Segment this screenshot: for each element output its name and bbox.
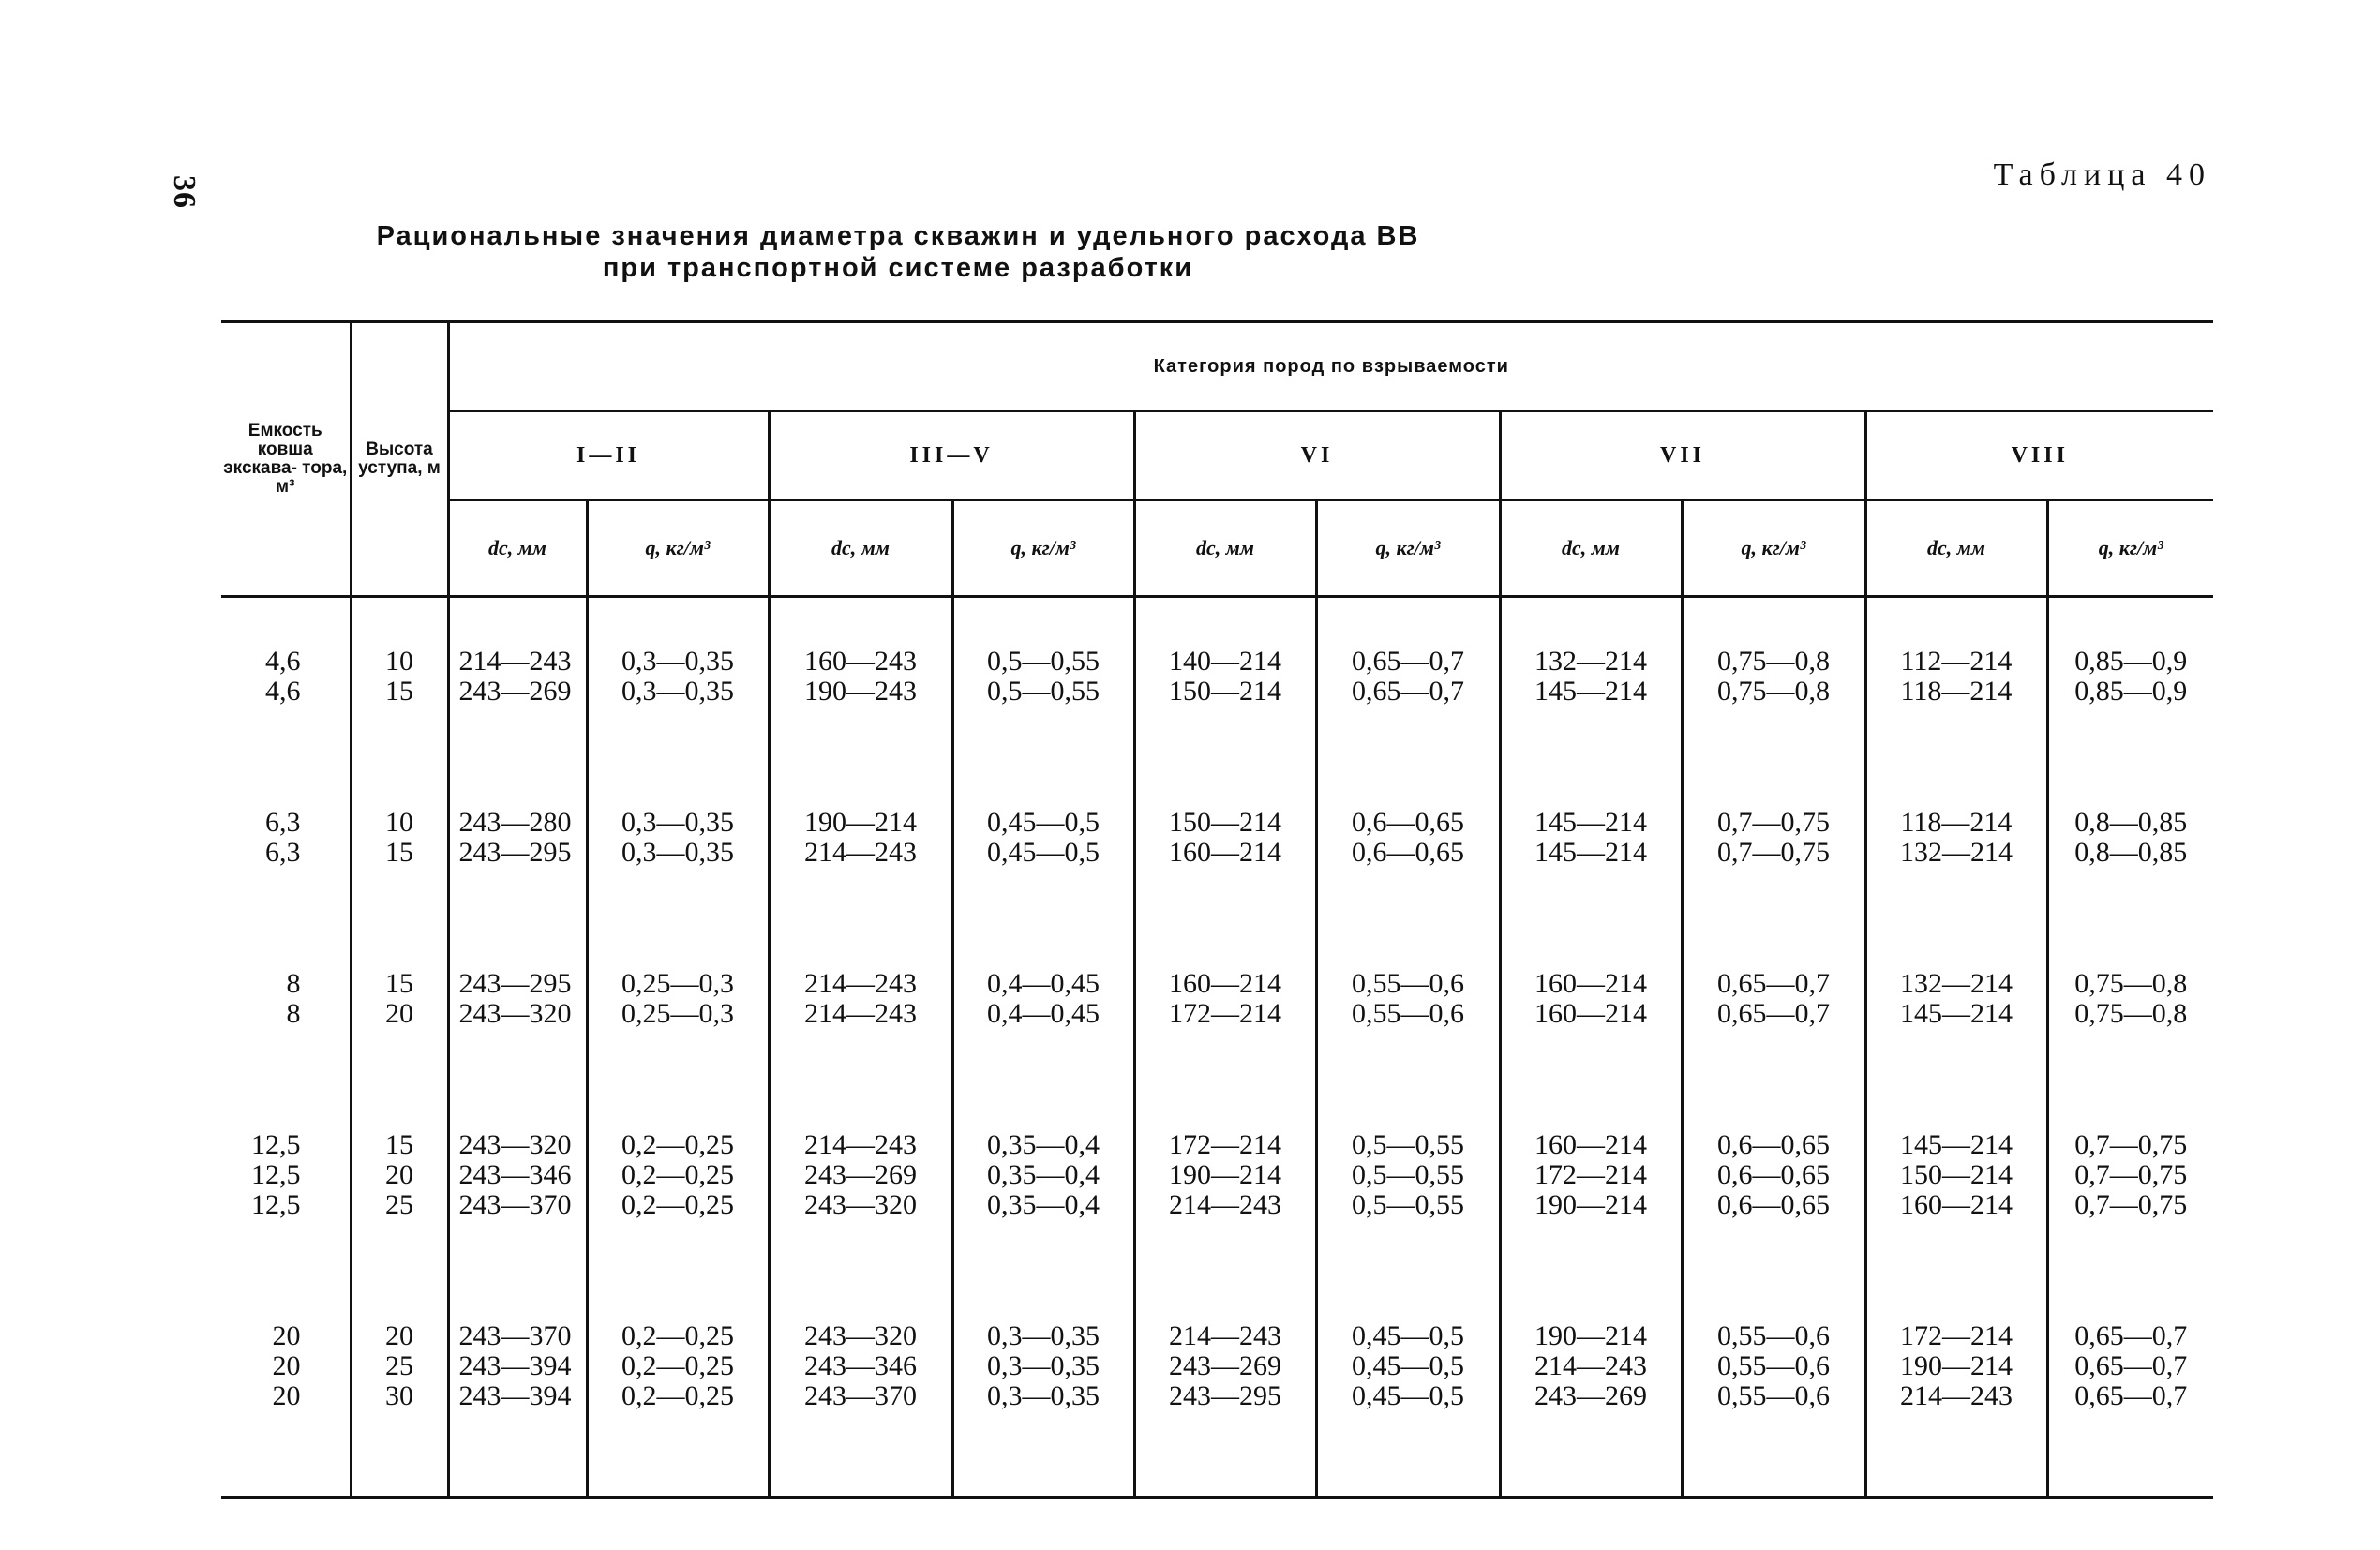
cell-value: 214—243 214—243: [769, 868, 952, 1029]
cell-value: 243—320 243—346 243—370: [448, 1029, 587, 1220]
header-d: dс, мм: [1500, 500, 1682, 597]
cell-value: 150—214 160—214: [1134, 707, 1316, 868]
cell-value: 243—370 243—394 243—394: [448, 1220, 587, 1498]
cell-value: 0,45—0,5 0,45—0,5 0,45—0,5: [1316, 1220, 1500, 1498]
cell-height: 10 15: [351, 707, 448, 868]
cell-value: 0,55—0,6 0,55—0,6 0,55—0,6: [1682, 1220, 1865, 1498]
cell-value: 0,5—0,55 0,5—0,55 0,5—0,55: [1316, 1029, 1500, 1220]
header-q: q, кг/м³: [2047, 500, 2213, 597]
header-cat-4: VII: [1500, 411, 1865, 500]
cell-value: 243—320 243—346 243—370: [769, 1220, 952, 1498]
cell-value: 0,25—0,3 0,25—0,3: [587, 868, 769, 1029]
table-row: [221, 868, 2213, 1029]
cell-height: 20 25 30: [351, 1220, 448, 1498]
cell-value: 0,75—0,8 0,75—0,8: [2047, 868, 2213, 1029]
cell-value: 0,35—0,4 0,35—0,4 0,35—0,4: [952, 1029, 1134, 1220]
cell-value: 132—214 145—214: [1500, 597, 1682, 708]
cell-value: 160—214 172—214: [1134, 868, 1316, 1029]
table-row: [221, 707, 2213, 868]
cell-value: 0,7—0,75 0,7—0,75: [1682, 707, 1865, 868]
cell-value: 214—243 243—269 243—295: [1134, 1220, 1316, 1498]
header-q: q, кг/м³: [587, 500, 769, 597]
cell-value: 0,55—0,6 0,55—0,6: [1316, 868, 1500, 1029]
header-d: dс, мм: [1865, 500, 2047, 597]
cell-value: 214—243 243—269: [448, 597, 587, 708]
cell-value: 112—214 118—214: [1865, 597, 2047, 708]
page-number: 36: [167, 175, 202, 209]
table-title-line2: при транспортной системе разработки: [602, 253, 1194, 283]
cell-value: 0,3—0,35 0,3—0,35: [587, 707, 769, 868]
cell-value: 0,65—0,7 0,65—0,7: [1316, 597, 1500, 708]
cell-value: 0,2—0,25 0,2—0,25 0,2—0,25: [587, 1029, 769, 1220]
table-row: [221, 1220, 2213, 1498]
cell-value: 0,4—0,45 0,4—0,45: [952, 868, 1134, 1029]
cell-capacity: 8 8: [286, 968, 301, 1029]
cell-height: 15 20 25: [351, 1029, 448, 1220]
table-label: Таблица 40: [1993, 157, 2211, 192]
cell-value: 118—214 132—214: [1865, 707, 2047, 868]
cell-value: 0,5—0,55 0,5—0,55: [952, 597, 1134, 708]
header-cat-2: III—V: [769, 411, 1134, 500]
cell-value: 140—214 150—214: [1134, 597, 1316, 708]
cell-value: 0,45—0,5 0,45—0,5: [952, 707, 1134, 868]
cell-value: 0,3—0,35 0,3—0,35: [587, 597, 769, 708]
cell-value: 145—214 145—214: [1500, 707, 1682, 868]
cell-value: 190—214 214—243: [769, 707, 952, 868]
header-cat-1: I—II: [448, 411, 769, 500]
cell-value: 243—295 243—320: [448, 868, 587, 1029]
cell-value: 145—214 150—214 160—214: [1865, 1029, 2047, 1220]
cell-capacity: 20 20 20: [272, 1320, 301, 1411]
data-table: [221, 320, 2213, 1499]
table-title-line1: Рациональные значения диаметра скважин и удельного расхода ВВ: [376, 221, 1420, 251]
header-bench-height: Высота уступа, м: [351, 322, 448, 597]
cell-height: 10 15: [351, 597, 448, 708]
cell-value: 0,7—0,75 0,7—0,75 0,7—0,75: [2047, 1029, 2213, 1220]
cell-capacity: 12,5 12,5 12,5: [251, 1129, 301, 1220]
cell-value: 0,65—0,7 0,65—0,7: [1682, 868, 1865, 1029]
header-q: q, кг/м³: [1682, 500, 1865, 597]
header-d: dс, мм: [1134, 500, 1316, 597]
cell-value: 160—214 172—214 190—214: [1500, 1029, 1682, 1220]
cell-value: 172—214 190—214 214—243: [1865, 1220, 2047, 1498]
header-category: Категория пород по взрываемости: [448, 322, 2213, 411]
header-capacity: Емкость ковша экскава- тора, м³: [223, 421, 348, 497]
cell-value: 0,3—0,35 0,3—0,35 0,3—0,35: [952, 1220, 1134, 1498]
table-row: [221, 597, 2213, 708]
cell-value: 0,75—0,8 0,75—0,8: [1682, 597, 1865, 708]
cell-value: 160—214 160—214: [1500, 868, 1682, 1029]
cell-value: 160—243 190—243: [769, 597, 952, 708]
cell-capacity: 4,6 4,6: [265, 646, 301, 707]
cell-value: 0,65—0,7 0,65—0,7 0,65—0,7: [2047, 1220, 2213, 1498]
header-d: dс, мм: [448, 500, 587, 597]
header-cat-3: VI: [1134, 411, 1500, 500]
cell-value: 172—214 190—214 214—243: [1134, 1029, 1316, 1220]
cell-height: 15 20: [351, 868, 448, 1029]
cell-value: 132—214 145—214: [1865, 868, 2047, 1029]
header-q: q, кг/м³: [952, 500, 1134, 597]
cell-value: 214—243 243—269 243—320: [769, 1029, 952, 1220]
header-cat-5: VIII: [1865, 411, 2213, 500]
cell-value: 190—214 214—243 243—269: [1500, 1220, 1682, 1498]
header-q: q, кг/м³: [1316, 500, 1500, 597]
cell-value: 0,2—0,25 0,2—0,25 0,2—0,25: [587, 1220, 769, 1498]
cell-value: 0,6—0,65 0,6—0,65 0,6—0,65: [1682, 1029, 1865, 1220]
cell-value: 0,6—0,65 0,6—0,65: [1316, 707, 1500, 868]
cell-capacity: 6,3 6,3: [265, 807, 301, 868]
table-row: [221, 1029, 2213, 1220]
header-d: dс, мм: [769, 500, 952, 597]
cell-value: 0,85—0,9 0,85—0,9: [2047, 597, 2213, 708]
cell-value: 0,8—0,85 0,8—0,85: [2047, 707, 2213, 868]
cell-value: 243—280 243—295: [448, 707, 587, 868]
